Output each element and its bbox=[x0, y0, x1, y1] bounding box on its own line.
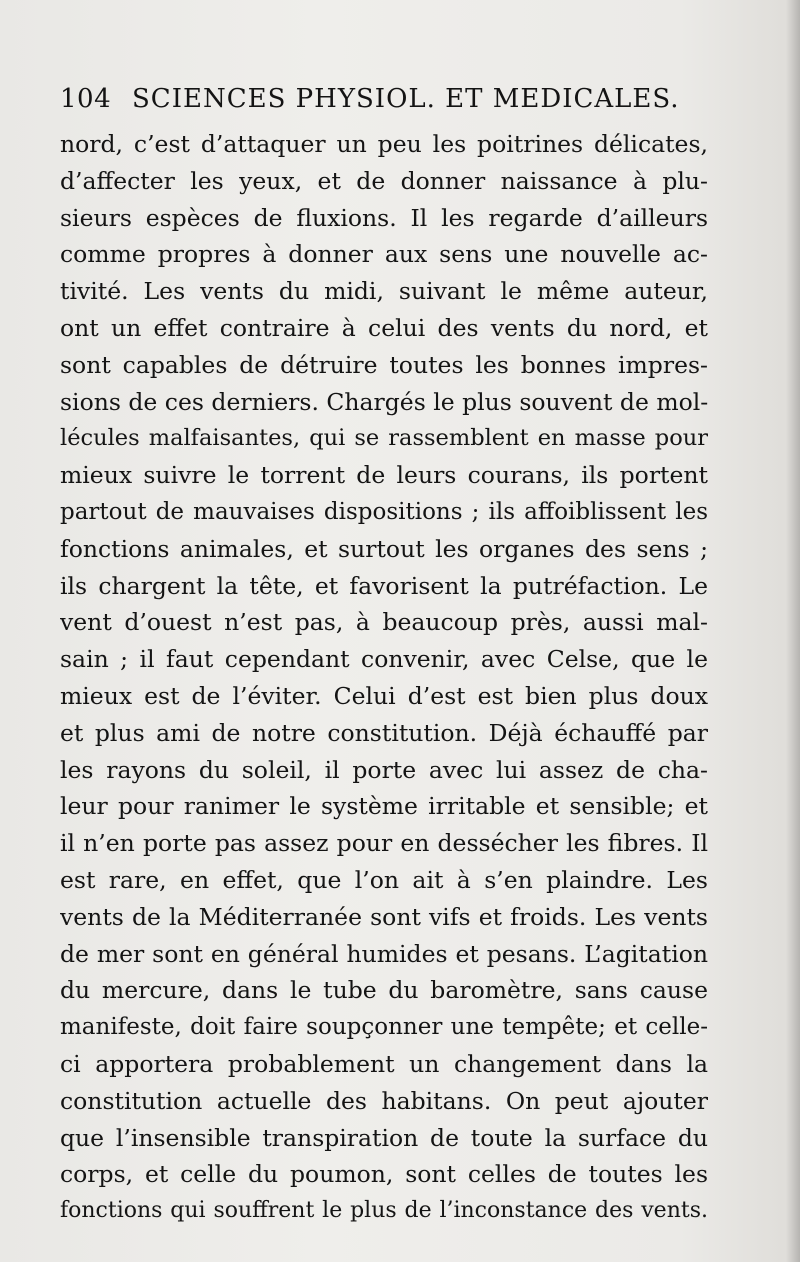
text-line: vent d’ouest n’est pas, à beaucoup près, aussi mal- bbox=[60, 608, 708, 637]
text-line: sont capables de détruire toutes les bonnes impres- bbox=[60, 350, 708, 379]
text-line: fonctions animales, et surtout les organes des sens ; bbox=[60, 534, 708, 563]
text-line: d’affecter les yeux, et de donner naissance à plu- bbox=[60, 166, 708, 195]
page-number: 104 bbox=[60, 84, 112, 114]
text-line: que l’insensible transpiration de toute la surface du bbox=[60, 1123, 708, 1152]
text-line: lécules malfaisantes, qui se rassemblent en masse pour bbox=[60, 425, 708, 452]
text-line: est rare, en effet, que l’on ait à s’en plaindre. Les bbox=[60, 865, 708, 894]
text-line: tivité. Les vents du midi, suivant le même auteur, bbox=[60, 277, 708, 306]
text-line: nord, c’est d’attaquer un peu les poitrines délicates, bbox=[60, 130, 708, 158]
text-line: constitution actuelle des habitans. On peut ajouter bbox=[60, 1086, 708, 1115]
page-header bbox=[60, 78, 700, 122]
text-line: mieux suivre le torrent de leurs courans, ils portent bbox=[60, 461, 708, 490]
text-line: ont un effet contraire à celui des vents du nord, et bbox=[60, 313, 708, 342]
text-line: fonctions qui souffrent le plus de l’inconstance des vents. bbox=[60, 1198, 708, 1224]
text-line: de mer sont en général humides et pesans. L’agitation bbox=[60, 939, 708, 968]
text-line: vents de la Méditerranée sont vifs et froids. Les vents bbox=[60, 902, 708, 931]
text-line: leur pour ranimer le système irritable et sensible; et bbox=[60, 792, 708, 821]
text-line: et plus ami de notre constitution. Déjà échauffé par bbox=[60, 718, 708, 747]
text-line: partout de mauvaises dispositions ; ils affoiblissent les bbox=[60, 498, 708, 525]
body-text bbox=[60, 126, 708, 1230]
text-line: sieurs espèces de fluxions. Il les regarde d’ailleurs bbox=[60, 203, 708, 232]
text-line: corps, et celle du poumon, sont celles de toutes les bbox=[60, 1160, 708, 1189]
text-line: du mercure, dans le tube du baromètre, sans cause bbox=[60, 976, 708, 1005]
text-line: manifeste, doit faire soupçonner une tempête; et celle- bbox=[60, 1014, 708, 1041]
text-line: il n’en porte pas assez pour en dessécher les fibres. Il bbox=[60, 829, 708, 858]
text-line: sain ; il faut cependant convenir, avec Celse, que le bbox=[60, 645, 708, 674]
text-line: mieux est de l’éviter. Celui d’est est bien plus doux bbox=[60, 681, 708, 710]
text-line: ci apportera probablement un changement dans la bbox=[60, 1049, 708, 1078]
text-line: sions de ces derniers. Chargés le plus souvent de mol- bbox=[60, 387, 708, 416]
text-line: les rayons du soleil, il porte avec lui assez de cha- bbox=[60, 755, 708, 784]
running-title: SCIENCES PHYSIOL. ET MEDICALES. bbox=[132, 84, 680, 114]
text-line: comme propres à donner aux sens une nouvelle ac- bbox=[60, 240, 708, 269]
page-edge-shadow bbox=[786, 0, 800, 1262]
text-line: ils chargent la tête, et favorisent la putréfaction. Le bbox=[60, 571, 708, 600]
